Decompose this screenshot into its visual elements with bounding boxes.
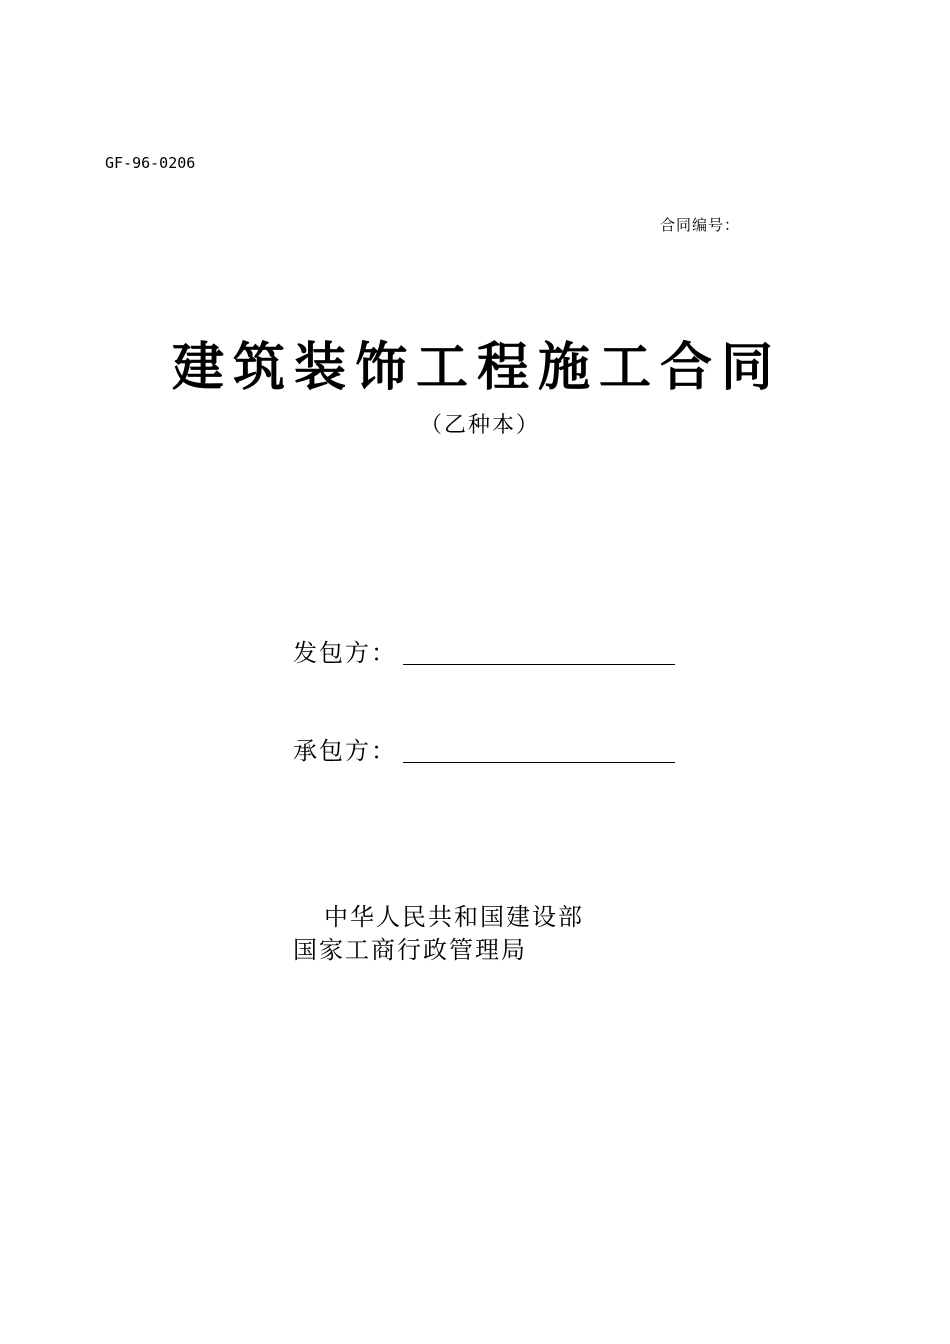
issuer-ministry: 中华人民共和国建设部 [324, 903, 584, 931]
contractor-label: 承包方： [293, 737, 397, 765]
contract-number-label: 合同编号： [660, 216, 741, 234]
contractor-field [293, 736, 675, 766]
employer-label: 发包方： [293, 639, 397, 667]
document-title: 建筑装饰工程施工合同 [172, 337, 783, 398]
employer-blank-line[interactable] [403, 664, 675, 665]
document-subtitle: （乙种本） [420, 413, 541, 438]
contractor-blank-line[interactable] [403, 762, 675, 763]
issuer-administration: 国家工商行政管理局 [293, 936, 527, 964]
form-code: GF-96-0206 [105, 154, 196, 172]
employer-field [293, 638, 675, 668]
